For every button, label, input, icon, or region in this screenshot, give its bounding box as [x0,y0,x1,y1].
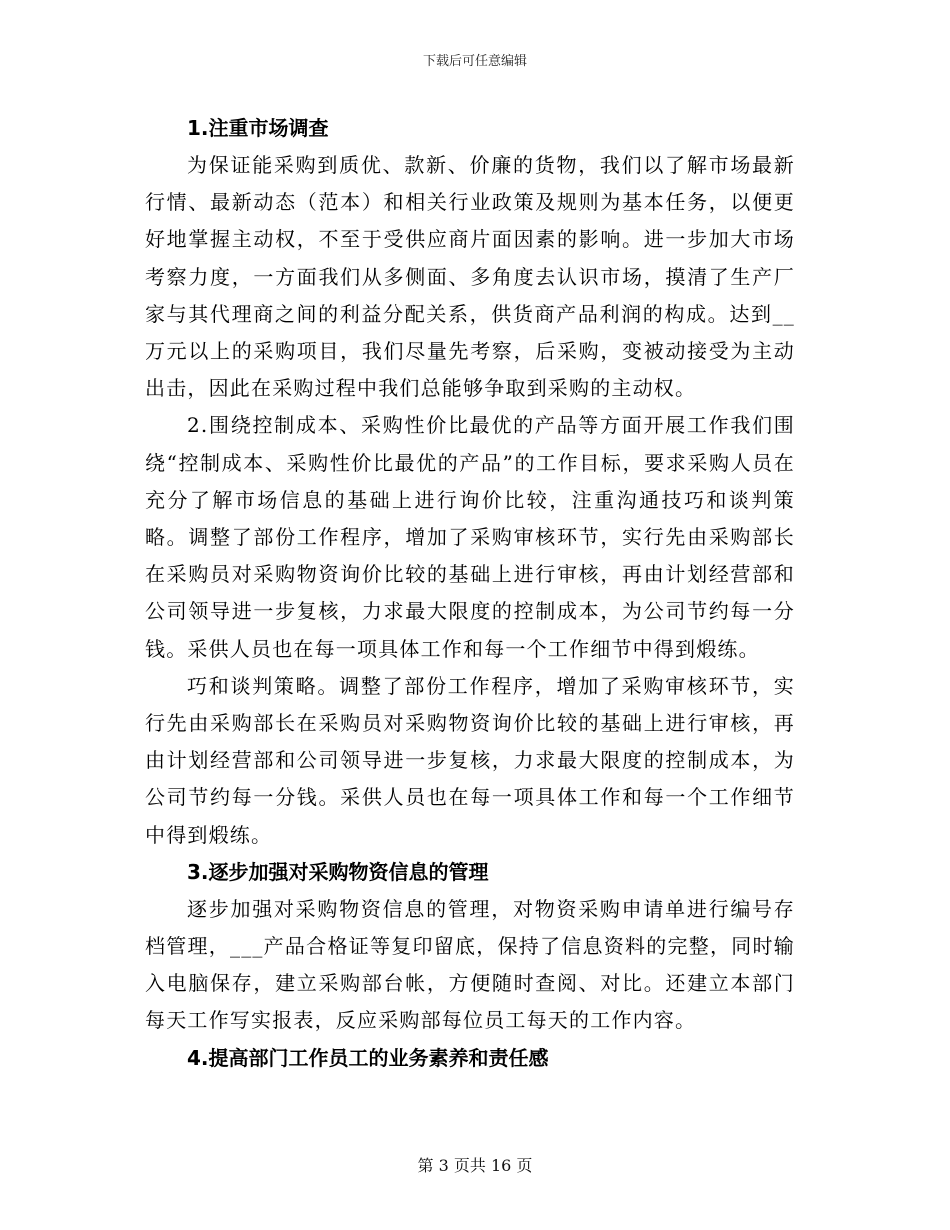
section-heading-1: 1.注重市场调查 [187,116,329,140]
section-heading-3: 3.逐步加强对采购物资信息的管理 [187,859,489,884]
document-body [145,110,795,1077]
section-heading-4: 4.提高部门工作员工的业务素养和责任感 [187,1045,549,1070]
paragraph-cost-control: 2.围绕控制成本、采购性价比最优的产品等方面开展工作我们围绕“控制成本、采购性价比最优的产品”的工作目标，要求采购人员在充分了解市场信息的基础上进行询价比较，注重沟通技巧和谈判策略。调整了部份工作程序，增加了采购审核环节，实行先由采购部长在采购员对采购物资询价比较的基础上进行审核，再由计划经营部和公司领导进一步复核，力求最大限度的控制成本，为公司节约每一分钱。采供人员也在每一项具体工作和每一个工作细节中得到煅练。 [145,413,795,661]
page-header: 下载后可任意编辑 [422,54,527,69]
page-number: 第 3 页共 16 页 [417,1156,533,1175]
paragraph-info-management: 逐步加强对采购物资信息的管理，对物资采购申请单进行编号存档管理，___产品合格证等复印留底，保持了信息资料的完整，同时输入电脑保存，建立采购部台帐，方便随时查阅、对比。还建立本部门每天工作写实报表，反应采购部每位员工每天的工作内容。 [145,896,795,1033]
paragraph-negotiation: 巧和谈判策略。调整了部份工作程序，增加了采购审核环节，实行先由采购部长在采购员对采购物资询价比较的基础上进行审核，再由计划经营部和公司领导进一步复核，力求最大限度的控制成本，为公司节约每一分钱。采供人员也在每一项具体工作和每一个工作细节中得到煅练。 [145,673,795,847]
paragraph-market-research: 为保证能采购到质优、款新、价廉的货物，我们以了解市场最新行情、最新动态（范本）和相关行业政策及规则为基本任务，以便更好地掌握主动权，不至于受供应商片面因素的影响。进一步加大市场考察力度，一方面我们从多侧面、多角度去认识市场，摸清了生产厂家与其代理商之间的利益分配关系，供货商产品利润的构成。达到__万元以上的采购项目，我们尽量先考察，后采购，变被动接受为主动出击，因此在采购过程中我们总能够争取到采购的主动权。 [145,153,795,401]
